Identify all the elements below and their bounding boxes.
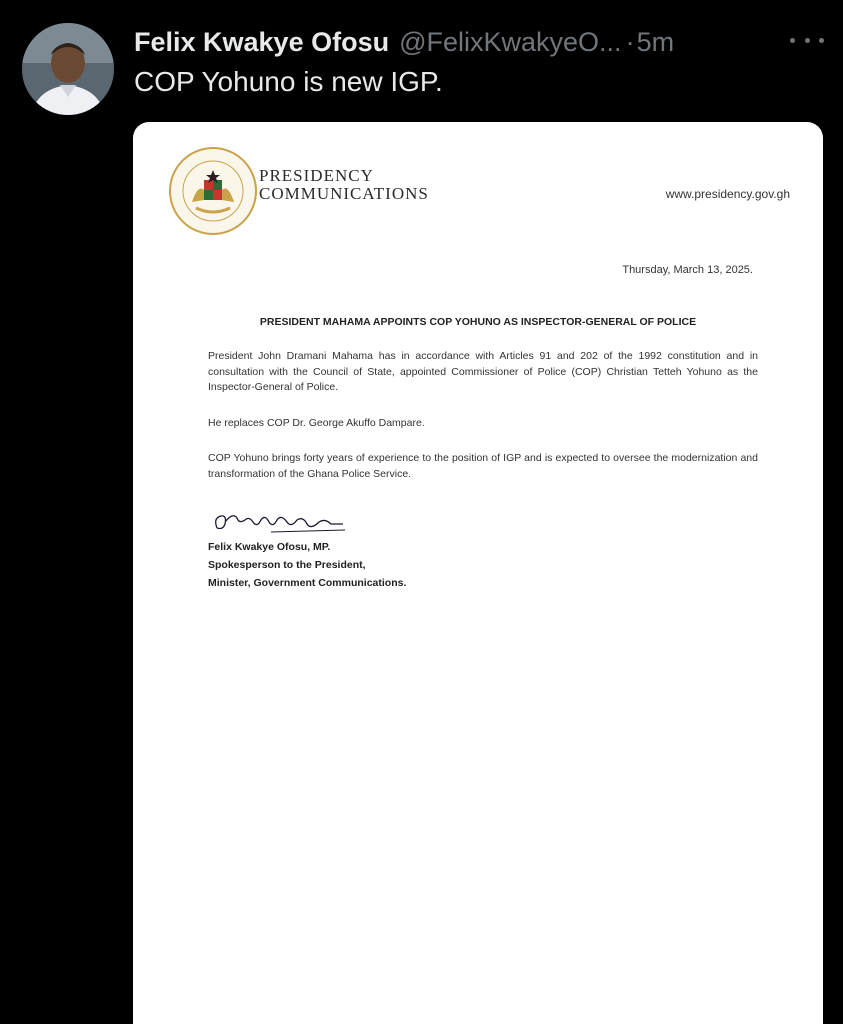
tweet-text: COP Yohuno is new IGP. (134, 66, 443, 97)
avatar[interactable] (22, 23, 114, 115)
handwritten-signature (211, 506, 351, 538)
header-separator: · (625, 26, 635, 57)
letterhead-line-1: PRESIDENCY (259, 166, 374, 185)
more-dots-icon[interactable] (790, 30, 824, 50)
document-paragraph-1: President John Dramani Mahama has in accordance with Articles 91 and 202 of the 1992 constitution and in consultation with the Council of State, appointed Commissioner of Police (COP) Christian Tetteh Yohuno as the Inspector-General of Police. (208, 350, 758, 393)
author-handle[interactable]: @FelixKwakyeO... (399, 26, 622, 57)
presidency-seal-icon (168, 146, 258, 236)
signatory-name: Felix Kwakye Ofosu, MP. (208, 541, 331, 553)
avatar-photo-icon (22, 23, 114, 115)
document-paragraph-2: He replaces COP Dr. George Akuffo Dampare. (208, 417, 425, 429)
tweet-timestamp[interactable]: 5m (636, 26, 675, 57)
document-paragraph-3: COP Yohuno brings forty years of experience to the position of IGP and is expected to oversee the modernization and transformation of the Ghana Police Service. (208, 452, 758, 480)
tweet-media-image[interactable] (133, 122, 823, 1024)
tweet-header (134, 22, 824, 62)
letterhead-website: www.presidency.gov.gh (665, 187, 790, 201)
document-date: Thursday, March 13, 2025. (622, 264, 753, 276)
signatory-role-1: Spokesperson to the President, (208, 559, 366, 571)
signatory-role-2: Minister, Government Communications. (208, 577, 407, 589)
document-title: PRESIDENT MAHAMA APPOINTS COP YOHUNO AS INSPECTOR-GENERAL OF POLICE (259, 316, 697, 328)
letterhead-line-2: COMMUNICATIONS (259, 184, 429, 203)
author-name[interactable]: Felix Kwakye Ofosu (134, 26, 390, 57)
